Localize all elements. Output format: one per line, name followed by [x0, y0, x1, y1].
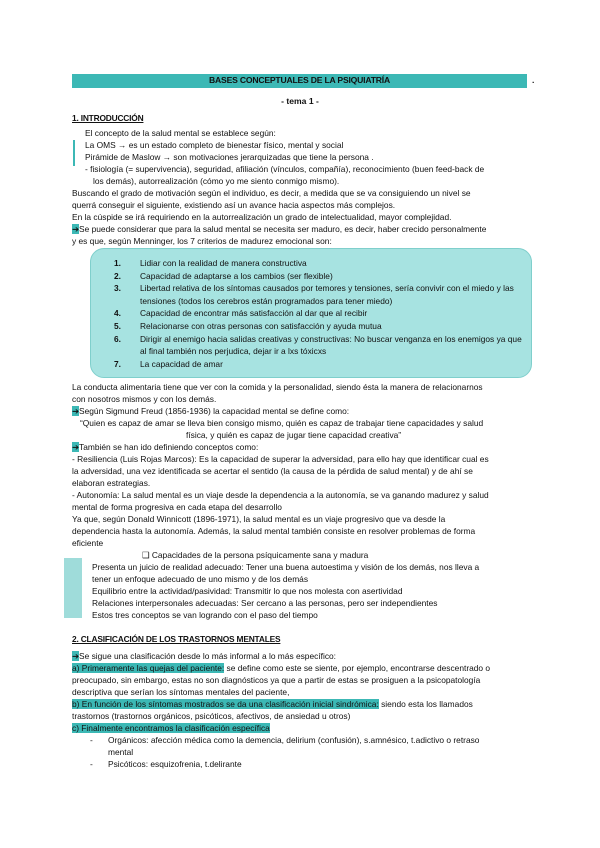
freud-quote: “Quien es capaz de amar se lleva bien consigo mismo, quién es capaz de trabajar tiene capacidades y salud — [80, 418, 484, 428]
arrow-icon: ➔ — [72, 442, 80, 452]
winnicott-text: Ya que, según Donald Winnicott (1896-1971), la salud mental es un viaje progresivo que va desde la — [72, 514, 446, 524]
title-text: BASES CONCEPTUALES DE LA PSIQUIATRÍA — [209, 75, 390, 85]
freud-line: ➔Según Sigmund Freud (1856-1936) la capacidad mental se define como: — [72, 406, 350, 416]
document-title — [72, 75, 527, 85]
paragraph-line: Buscando el grado de motivación según el individuo, es decir, a medida que se va consiguiendo un nivel se — [72, 188, 471, 198]
criteria-item: 7. La capacidad de amar — [114, 358, 223, 369]
concepts-line: ➔También se han ido definiendo conceptos como: — [72, 442, 259, 452]
classification-c — [72, 722, 270, 735]
list-dash: - — [90, 759, 93, 769]
section-heading-clasificacion: 2. CLASIFICACIÓN DE LOS TRASTORNOS MENTALES — [72, 634, 281, 644]
classification-a: a) Primeramente las quejas del paciente: se define como este se siente, por ejemplo, encontrarse descentrado o — [72, 663, 491, 673]
classification-a-cont: preocupado, sin embargo, estas no son diagnósticos ya que a partir de estas se prosiguen a la psicopatología — [72, 675, 481, 685]
winnicott-text: eficiente — [72, 538, 104, 548]
paragraph-line: y es que, según Menninger, los 7 criterios de madurez emocional son: — [72, 236, 332, 246]
list-dash: - — [90, 735, 93, 745]
criteria-item-cont: tensiones (todos los cerebros están programados para tener miedo) — [140, 295, 393, 306]
criteria-item: 1. Lidiar con la realidad de manera constructiva — [114, 258, 307, 268]
criteria-item-cont: al final también nos perjudica, dejar ir a lxs tóxicxs — [140, 346, 327, 357]
paragraph-line: La conducta alimentaria tiene que ver con la comida y la personalidad, siendo ésta la manera de relacionarnos — [72, 382, 483, 392]
highlight-a: a) Primeramente las quejas del paciente: — [72, 663, 225, 673]
classification-b: b) En función de los síntomas mostrados se da una clasificación inicial sindrómica: siendo esta los llamados — [72, 699, 473, 709]
capacity-item: Equilibrio entre la actividad/pasividad: Transmitir lo que nos molesta con asertividad — [92, 586, 403, 596]
capacity-item: Relaciones interpersonales adecuadas: Ser cercano a las personas, pero ser independientes — [92, 598, 438, 608]
psychotic-item: Psicóticos: esquizofrenia, t.delirante — [108, 759, 242, 769]
classification-a-cont: descriptiva que serían los síntomas mentales del paciente, — [72, 687, 290, 697]
paragraph-line: ➔Se puede considerar que para la salud mental se necesita ser maduro, es decir, haber crecido personalmente — [72, 224, 487, 234]
winnicott-text: dependencia hasta la autonomía. Además, la salud mental también consiste en resolver problemas de forma — [72, 526, 476, 536]
capacities-bar — [64, 558, 82, 618]
maslow-list-line: - fisiología (= supervivencia), seguridad, afiliación (vínculos, compañía), reconocimiento (buen feed-back de — [85, 164, 485, 174]
capacity-item: Estos tres conceptos se van logrando con el paso del tiempo — [92, 610, 318, 620]
highlight-b: b) En función de los síntomas mostrados se da una clasificación inicial sindrómica: — [72, 699, 379, 709]
autonomy-text: mental de forma progresiva en cada etapa del desarrollo — [72, 502, 282, 512]
classification-b-cont: trastornos (trastornos orgánicos, psicóticos, afectivos, de ansiedad u otros) — [72, 711, 351, 721]
classification-intro: ➔Se sigue una clasificación desde lo más informal a lo más específico: — [72, 651, 336, 661]
capacity-item: tener un enfoque adecuado de uno mismo y de los demás — [92, 574, 309, 584]
resilience-text: elaboran estrategias. — [72, 478, 151, 488]
criteria-item: 3. Libertad relativa de los síntomas causados por temores y tensiones, sería convivir con el miedo y las — [114, 283, 514, 294]
highlight-c: c) Finalmente encontramos la clasificación específica — [72, 723, 270, 733]
criteria-item: 5. Relacionarse con otras personas con satisfacción y ayuda mutua — [114, 320, 382, 331]
capacities-heading: ❑ Capacidades de la persona psíquicamente sana y madura — [142, 550, 369, 560]
maslow-text: Pirámide de Maslow → son motivaciones jerarquizadas que tiene la persona . — [85, 152, 374, 162]
capacity-item: Presenta un juicio de realidad adecuado: Tener una buena autoestima y visión de los demás, nos lleva a — [92, 562, 480, 572]
quote-bar — [73, 140, 75, 166]
paragraph-line: con nosotros mismos y con los demás. — [72, 394, 217, 404]
organic-item: Orgánicos: afección médica como la demencia, delirium (confusión), s.amnésico, t.adictivo o retraso — [108, 735, 480, 745]
resilience-text: - Resiliencia (Luis Rojas Marcos): Es la capacidad de superar la adversidad, para ello hay que identificar cual es — [72, 454, 489, 464]
autonomy-text: - Autonomía: La salud mental es un viaje desde la dependencia a la autonomía, se va ganando madurez y salud — [72, 490, 489, 500]
resilience-text: la adversidad, una vez identificada se acertar el sentido (la causa de la pérdida de salud mental) y de ahí se — [72, 466, 473, 476]
arrow-icon: ➔ — [72, 406, 80, 416]
title-suffix: . — [532, 75, 535, 85]
criteria-item: 4. Capacidad de encontrar más satisfacción al dar que al recibir — [114, 308, 368, 319]
paragraph-line: En la cúspide se irá requiriendo en la autorrealización un grado de intelectualidad, mayor complejidad. — [72, 212, 452, 222]
maslow-list-line: los demás), autorrealización (cómo yo me siento conmigo mismo). — [93, 176, 340, 186]
paragraph-line: querrá conseguir el siguiente, existiendo así un avance hacia aspectos más complejos. — [72, 200, 396, 210]
criteria-item: 6. Dirigir al enemigo hacia salidas creativas y constructivas: No buscar venganza en los enemigos ya que — [114, 333, 522, 344]
criteria-list — [114, 257, 528, 370]
oms-text: La OMS → es un estado completo de bienestar físico, mental y social — [85, 140, 344, 150]
organic-item-cont: mental — [108, 747, 134, 757]
arrow-icon: ➔ — [72, 651, 80, 661]
intro-text: El concepto de la salud mental se establece según: — [85, 128, 276, 138]
criteria-item: 2. Capacidad de adaptarse a los cambios (ser flexible) — [114, 270, 333, 281]
document-subtitle: - tema 1 - — [281, 96, 319, 106]
freud-quote: física, y quién es capaz de jugar tiene capacidad creativa” — [186, 430, 402, 440]
section-heading-introduccion: 1. INTRODUCCIÓN — [72, 113, 144, 123]
arrow-icon: ➔ — [72, 224, 80, 234]
